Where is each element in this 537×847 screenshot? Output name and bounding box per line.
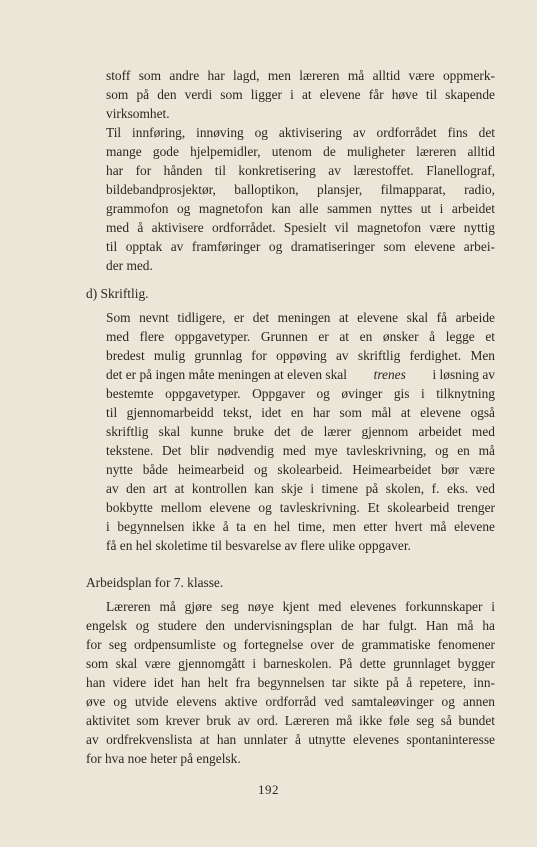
text-line: i begynnelsen ikke å ta en hel time, men etter hvert må elevene [106,519,495,534]
section-heading: d) Skriftlig. [86,286,149,301]
text-line: øve og utvide elevens aktive ordforråd ved samtaleøvinger og annen [86,694,495,709]
text-line: nytte både heimearbeid og skolearbeid. Heimearbeidet bør være [106,462,495,477]
page-number: 192 [258,782,279,797]
text-line: stoff som andre har lagd, men læreren må alltid være oppmerk- [106,68,495,83]
text-line-with-emphasis [106,365,495,384]
text-line: bildebandprosjektør, balloptikon, plansjer, filmapparat, radio, [106,182,495,197]
text-line: har for hånden til konkretisering av lærestoffet. Flanellograf, [106,163,495,178]
text-line: til opptak av framføringer og dramatiseringer som elevene arbei- [106,239,495,254]
text-line: skriftlig skal kunne bruke det de lærer gjennom arbeidet med [106,424,495,439]
text-line: av ordfrekvenslista at han unnlater å utnytte elevenes spontaninteresse [86,732,495,747]
text-segment: det er på ingen måte meningen at eleven skal [106,367,347,382]
text-line: tekstene. Det blir nødvendig med mye tavleskrivning, og en må [106,443,495,458]
text-line: Som nevnt tidligere, er det meningen at elevene skal få arbeide [106,310,495,325]
text-line: engelsk og studere den undervisningsplan de har fulgt. Han må ha [86,618,495,633]
text-line: bestemte oppgavetyper. Oppgaver og øvinger gis i tilknytning [106,386,495,401]
text-line: som skal være gjennomgått i barneskolen. På dette grunnlaget bygger [86,656,495,671]
text-line: bokbytte mellom elevene og tavleskrivning. Et skolearbeid trenger [106,500,495,515]
text-line: grammofon og magnetofon kan alle sammen nyttes ut i arbeidet [106,201,495,216]
text-line: for seg ordpensumliste og fortegnelse over de grammatiske fenomener [86,637,495,652]
text-line: der med. [106,258,153,273]
text-line: han videre idet han helt fra begynnelsen tar sikte på å repetere, inn- [86,675,495,690]
text-line: til gjennomarbeidd tekst, idet en har som mål at elevene også [106,405,495,420]
section-heading: Arbeidsplan for 7. klasse. [86,575,224,590]
text-line: av den art at kontrollen kan skje i timene på skolen, f. eks. ved [106,481,495,496]
text-segment: i løsning av [432,367,495,382]
text-line: få en hel skoletime til besvarelse av flere ulike oppgaver. [106,538,411,553]
text-line: med flere oppgavetyper. Grunnen er at en ønsker å legge et [106,329,495,344]
text-line: Til innføring, innøving og aktivisering av ordforrådet fins det [106,125,495,140]
text-line: med å aktivisere ordforrådet. Spesielt vil magnetofon være nyttig [106,220,495,235]
text-line: Læreren må gjøre seg nøye kjent med elevenes forkunnskaper i [106,599,495,614]
text-line: mange gode hjelpemidler, utenom de muligheter læreren alltid [106,144,495,159]
text-line: aktivitet som krever bruk av ord. Læreren må ikke føle seg så bundet [86,713,495,728]
text-line: virksomhet. [106,106,170,121]
emphasis: trenes [373,367,406,382]
text-line: som på den verdi som ligger i at elevene får høve til skapende [106,87,495,102]
text-line: bredest mulig grunnlag for oppøving av skriftlig ferdighet. Men [106,348,495,363]
text-line: for hva noe heter på engelsk. [86,751,241,766]
